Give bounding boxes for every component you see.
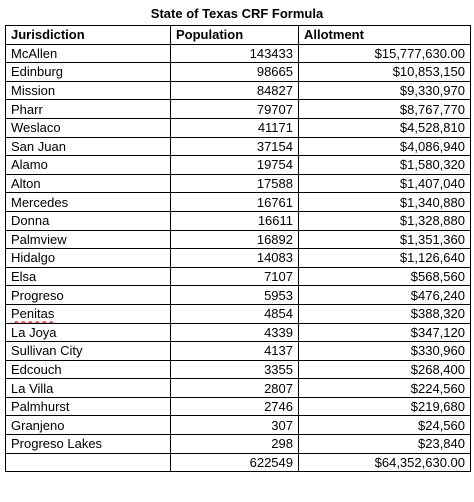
population-cell: 2807: [171, 379, 299, 398]
jurisdiction-cell: Palmview: [6, 230, 171, 249]
population-cell: 16611: [171, 211, 299, 230]
header-jurisdiction: Jurisdiction: [6, 26, 171, 45]
population-cell: 7107: [171, 267, 299, 286]
allotment-cell: $476,240: [299, 286, 471, 305]
allotment-cell: $1,328,880: [299, 211, 471, 230]
allotment-cell: $224,560: [299, 379, 471, 398]
table-row: [6, 397, 471, 416]
crf-formula-table: [5, 25, 471, 472]
table-row: [6, 323, 471, 342]
table-row: [6, 118, 471, 137]
table-row: [6, 63, 471, 82]
table-row: [6, 286, 471, 305]
allotment-cell: $10,853,150: [299, 63, 471, 82]
jurisdiction-cell: Edcouch: [6, 360, 171, 379]
table-row: [6, 379, 471, 398]
population-cell: 298: [171, 435, 299, 454]
population-cell: 14083: [171, 249, 299, 268]
table-row: [6, 267, 471, 286]
jurisdiction-cell: Hidalgo: [6, 249, 171, 268]
jurisdiction-cell: Edinburg: [6, 63, 171, 82]
jurisdiction-cell: Granjeno: [6, 416, 171, 435]
table-row: [6, 137, 471, 156]
allotment-cell: $15,777,630.00: [299, 44, 471, 63]
table-row: [6, 230, 471, 249]
population-cell: 5953: [171, 286, 299, 305]
population-cell: 19754: [171, 156, 299, 175]
allotment-cell: $1,407,040: [299, 174, 471, 193]
population-cell: 84827: [171, 81, 299, 100]
table-row: [6, 249, 471, 268]
table-row: [6, 416, 471, 435]
population-cell: 16892: [171, 230, 299, 249]
table-row: [6, 342, 471, 361]
jurisdiction-cell: Alamo: [6, 156, 171, 175]
jurisdiction-cell: Elsa: [6, 267, 171, 286]
allotment-cell: $1,580,320: [299, 156, 471, 175]
header-row: [6, 26, 471, 45]
population-cell: 41171: [171, 118, 299, 137]
allotment-cell: $1,351,360: [299, 230, 471, 249]
jurisdiction-cell: Donna: [6, 211, 171, 230]
jurisdiction-cell: La Villa: [6, 379, 171, 398]
allotment-cell: $388,320: [299, 304, 471, 323]
table-row: [6, 435, 471, 454]
jurisdiction-cell: Progreso Lakes: [6, 435, 171, 454]
header-allotment: Allotment: [299, 26, 471, 45]
allotment-cell: $568,560: [299, 267, 471, 286]
total-allotment-cell: $64,352,630.00: [299, 453, 471, 472]
table-row: [6, 193, 471, 212]
allotment-cell: $1,126,640: [299, 249, 471, 268]
allotment-cell: $347,120: [299, 323, 471, 342]
population-cell: 4137: [171, 342, 299, 361]
population-cell: 2746: [171, 397, 299, 416]
allotment-cell: $330,960: [299, 342, 471, 361]
total-population-cell: 622549: [171, 453, 299, 472]
allotment-cell: $9,330,970: [299, 81, 471, 100]
allotment-cell: $268,400: [299, 360, 471, 379]
allotment-cell: $23,840: [299, 435, 471, 454]
population-cell: 17588: [171, 174, 299, 193]
jurisdiction-cell: San Juan: [6, 137, 171, 156]
jurisdiction-cell: Weslaco: [6, 118, 171, 137]
table-row: [6, 81, 471, 100]
population-cell: 143433: [171, 44, 299, 63]
population-cell: 79707: [171, 100, 299, 119]
allotment-cell: $219,680: [299, 397, 471, 416]
population-cell: 3355: [171, 360, 299, 379]
allotment-cell: $8,767,770: [299, 100, 471, 119]
population-cell: 16761: [171, 193, 299, 212]
jurisdiction-cell: Palmhurst: [6, 397, 171, 416]
table-row: [6, 211, 471, 230]
allotment-cell: $4,086,940: [299, 137, 471, 156]
table-row: [6, 304, 471, 323]
totals-label-cell: [6, 453, 171, 472]
header-population: Population: [171, 26, 299, 45]
table-row: [6, 156, 471, 175]
population-cell: 4854: [171, 304, 299, 323]
jurisdiction-cell: McAllen: [6, 44, 171, 63]
jurisdiction-cell: Alton: [6, 174, 171, 193]
jurisdiction-cell: Mission: [6, 81, 171, 100]
table-row: [6, 100, 471, 119]
allotment-cell: $1,340,880: [299, 193, 471, 212]
table-row: [6, 174, 471, 193]
population-cell: 4339: [171, 323, 299, 342]
table-title: State of Texas CRF Formula: [150, 6, 324, 21]
jurisdiction-cell: [6, 304, 171, 323]
allotment-cell: $4,528,810: [299, 118, 471, 137]
jurisdiction-cell: Pharr: [6, 100, 171, 119]
jurisdiction-cell: Sullivan City: [6, 342, 171, 361]
population-cell: 37154: [171, 137, 299, 156]
totals-row: [6, 453, 471, 472]
population-cell: 307: [171, 416, 299, 435]
population-cell: 98665: [171, 63, 299, 82]
jurisdiction-cell: Mercedes: [6, 193, 171, 212]
table-row: [6, 360, 471, 379]
jurisdiction-cell: La Joya: [6, 323, 171, 342]
spellcheck-flagged-text: Penitas: [11, 306, 55, 322]
table-row: [6, 44, 471, 63]
allotment-cell: $24,560: [299, 416, 471, 435]
jurisdiction-cell: Progreso: [6, 286, 171, 305]
